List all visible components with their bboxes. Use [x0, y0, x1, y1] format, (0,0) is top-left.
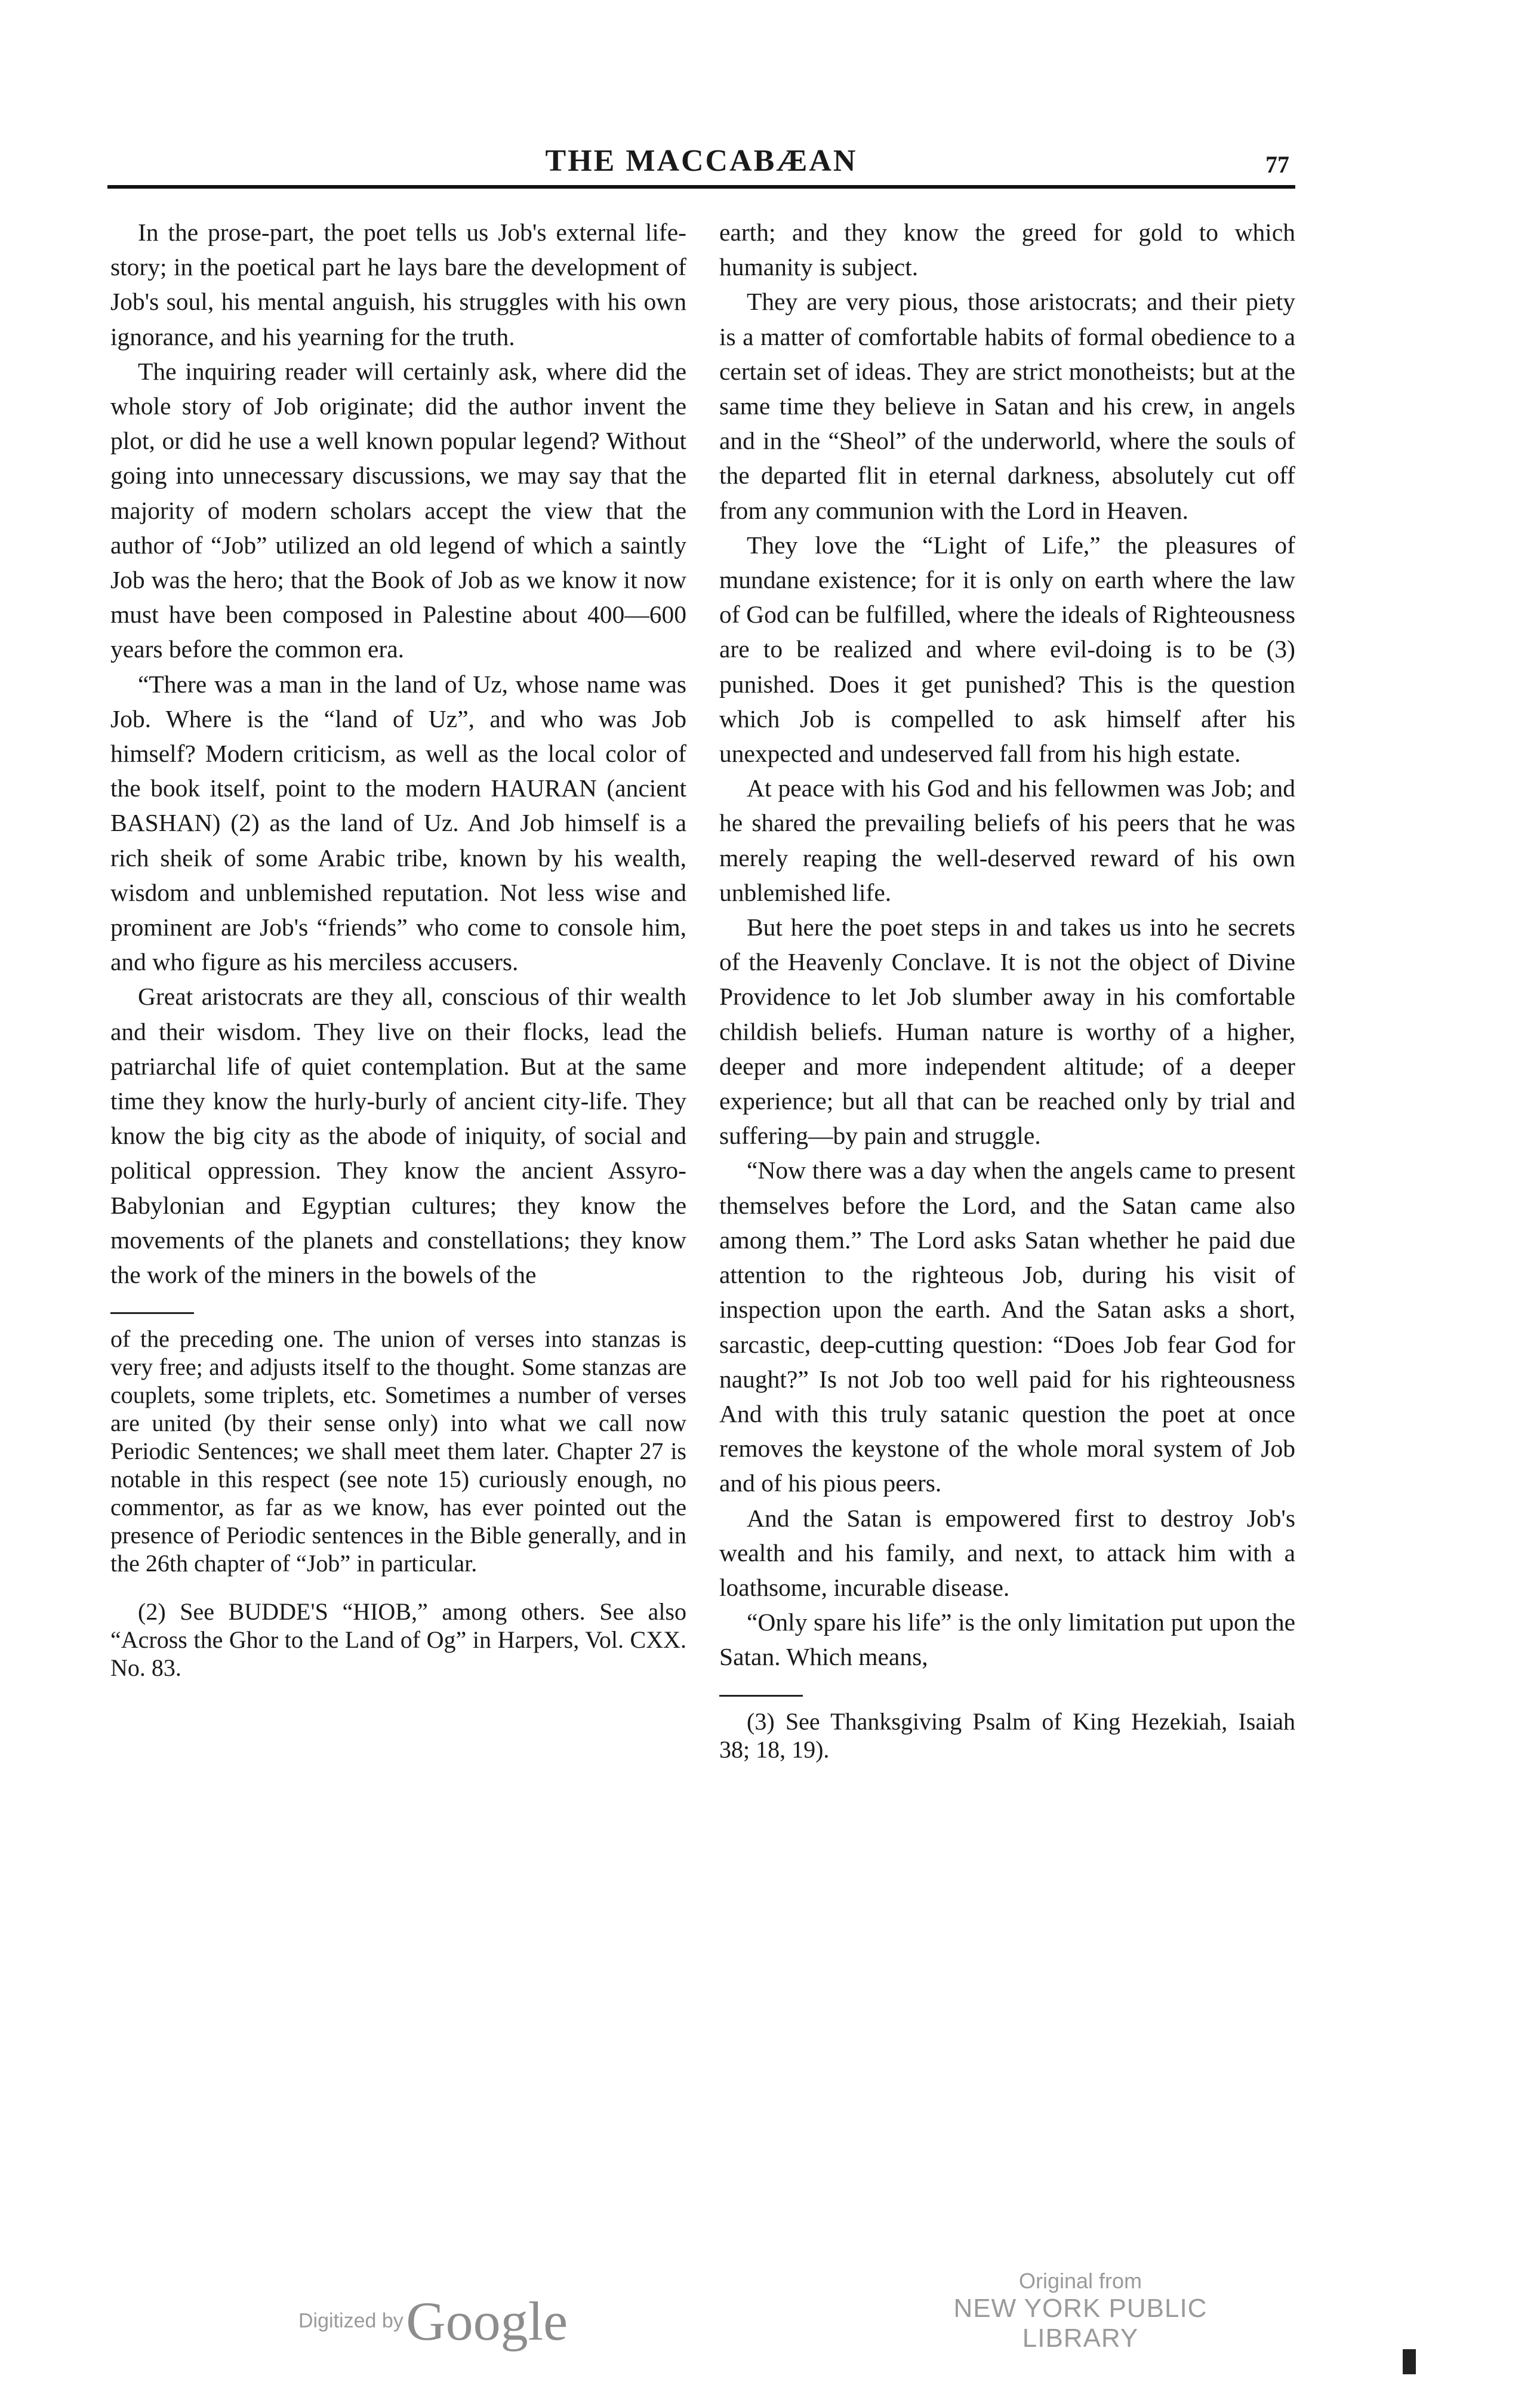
original-from-label: Original from — [1018, 2269, 1142, 2293]
footnote-2: (2) See BUDDE'S “HIOB,” among others. See also “Across the Ghor to the Land of Og” in Harpers, Vol. CXX. No. 83. — [110, 1598, 686, 1682]
footnote-rule — [719, 1695, 803, 1697]
right-paragraph-5: But here the poet steps in and takes us into he secrets of the Heavenly Conclave. It is not the object of Divine Providence to let Job slumber away in his comfortable childish beliefs. Human nature is worthy of a higher, deeper and more independent altitude; of a deeper experience; but all that can be reached only by trial and suffering—by pain and struggle. — [719, 913, 1295, 1150]
google-logo: Google — [406, 2291, 568, 2352]
page-number: 77 — [1265, 151, 1289, 178]
digitized-by-label: Digitized by — [298, 2309, 404, 2332]
right-paragraph-1: earth; and they know the greed for gold to which humanity is subject. — [719, 219, 1295, 281]
right-column — [719, 215, 1295, 1764]
library-attribution — [895, 2269, 1265, 2353]
right-paragraph-7: And the Satan is empowered first to destroy Job's wealth and his family, and next, to attack him with a loathsome, incurable disease. — [719, 1504, 1295, 1601]
right-paragraph-6: “Now there was a day when the angels came to present themselves before the Lord, and the Satan came also among them.” The Lord asks Satan whether he paid due attention to the righteous Job, during his visit of inspection upon the earth. And the Satan asks a short, sarcastic, deep-cutting question: “Does Job fear God for naught?” Is not Job too well paid for his righteousness And with this truly satanic question the poet at once removes the keystone of the whole moral system of Job and of his pious peers. — [719, 1156, 1295, 1497]
right-paragraph-8: “Only spare his life” is the only limitation put upon the Satan. Which means, — [719, 1608, 1295, 1671]
left-paragraph-3: “There was a man in the land of Uz, whose name was Job. Where is the “land of Uz”, and who was Job himself? Modern criticism, as well as the local color of the book itself, point to the modern HAURAN (ancient BASHAN) (2) as the land of Uz. And Job himself is a rich sheik of some Arabic tribe, known by his wealth, wisdom and unblemished reputation. Not less wise and prominent are Job's “friends” who come to console him, and who figure as his merciless accusers. — [110, 670, 686, 976]
library-name: NEW YORK PUBLIC LIBRARY — [953, 2294, 1208, 2353]
page-header — [107, 143, 1295, 191]
left-paragraph-4: Great aristocrats are they all, conscious of thir wealth and their wisdom. They live on their flocks, lead the patriarchal life of quiet contemplation. But at the same time they know the hurly-burly of ancient city-life. They know the big city as the abode of iniquity, of social and political oppression. They know the ancient Assyro-Babylonian and Egyptian cultures; they know the movements of the planets and constellations; they know the work of the miners in the bowels of the — [110, 983, 686, 1289]
right-paragraph-3: They love the “Light of Life,” the pleasures of mundane existence; for it is only on earth where the law of God can be fulfilled, where the ideals of Righteousness are to be realized and where evil-doing is to be (3) punished. Does it get punished? This is the question which Job is compelled to ask himself after his unexpected and undeserved fall from his high estate. — [719, 531, 1295, 768]
right-paragraph-2: They are very pious, those aristocrats; and their piety is a matter of comfortable habits of formal obedience to a certain set of ideas. They are strict monotheists; but at the same time they believe in Satan and his crew, in angels and in the “Sheol” of the underworld, where the souls of the departed flit in eternal darkness, absolutely cut off from any communion with the Lord in Heaven. — [719, 288, 1295, 524]
footnote-continued: of the preceding one. The union of verses into stanzas is very free; and adjusts itself to the thought. Some stanzas are couplets, some triplets, etc. Sometimes a number of verses are united (by their sense only) into what we call now Periodic Sentences; we shall meet them later. Chapter 27 is notable in this respect (see note 15) curiously enough, no commentor, as far as we know, has ever pointed out the presence of Periodic sentences in the Bible generally, and in the 26th chapter of “Job” in particular. — [110, 1325, 686, 1577]
running-title: THE MACCABÆAN — [545, 144, 858, 178]
left-paragraph-1: In the prose-part, the poet tells us Job's external life-story; in the poetical part he lays bare the development of Job's soul, his mental anguish, his struggles with his own ignorance, and his yearning for the truth. — [110, 219, 686, 350]
left-column — [110, 215, 686, 1682]
header-rule — [107, 185, 1295, 189]
footnote-rule — [110, 1312, 194, 1314]
left-paragraph-2: The inquiring reader will certainly ask, where did the whole story of Job originate; did the author invent the plot, or did he use a well known popular legend? Without going into unnecessary discussions, we may say that the majority of modern scholars accept the view that the author of “Job” utilized an old legend of which a saintly Job was the hero; that the Book of Job as we know it now must have been composed in Palestine about 400—600 years before the common era. — [110, 357, 686, 663]
footnote-3: (3) See Thanksgiving Psalm of King Hezekiah, Isaiah 38; 18, 19). — [719, 1707, 1295, 1763]
digitized-by-google — [298, 2289, 568, 2353]
scan-edge-mark — [1403, 2349, 1416, 2374]
right-paragraph-4: At peace with his God and his fellowmen was Job; and he shared the prevailing beliefs of his peers that he was merely reaping the well-deserved reward of his own unblemished life. — [719, 774, 1295, 906]
